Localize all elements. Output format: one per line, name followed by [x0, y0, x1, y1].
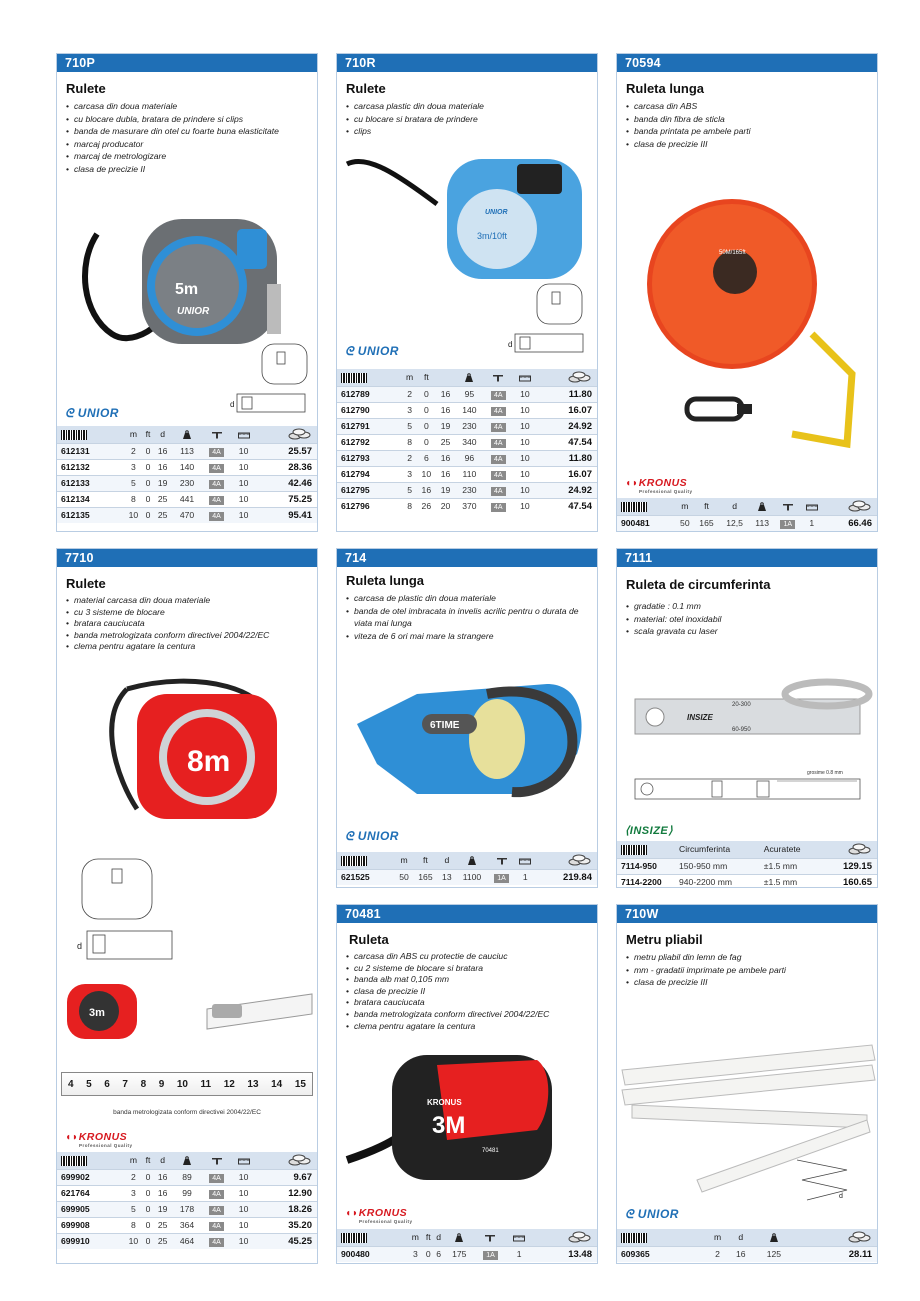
tape-caption: banda metrologizata conform directivei 2004/22/EC [113, 1109, 261, 1116]
product-size-text: 5m [175, 281, 199, 298]
table-header-row [337, 1229, 597, 1246]
feature-item: • mm - gradatii imprimate pe ambele parti [626, 964, 871, 977]
column-header: m [676, 498, 693, 515]
price-coins-icon [567, 1231, 593, 1243]
svg-text:d: d [839, 1193, 843, 1200]
table-row: 699908 8 0 25 364 4A 10 35.20 [57, 1217, 317, 1233]
column-header: Acuratete [764, 841, 823, 858]
column-header: d [719, 498, 749, 515]
card-title: Rulete [66, 576, 106, 591]
card-title: Metru pliabil [626, 932, 703, 947]
product-card-7710 [56, 548, 318, 1264]
table-row: 621525 50 165 13 1100 1A 1 219.84 [337, 869, 597, 885]
feature-item: • viteza de 6 ori mai mare la strangere [346, 630, 591, 643]
barcode-icon [61, 430, 87, 440]
column-header: ft [423, 1229, 433, 1246]
weight-icon [182, 1156, 192, 1166]
feature-list [626, 100, 871, 150]
feature-item: • clasa de precizie II [346, 986, 591, 998]
brand-tagline: Professional Quality [79, 1143, 133, 1148]
insize-logo-icon: ⟨ [625, 825, 630, 837]
tape-number: 4 [68, 1078, 74, 1090]
table-header-row [617, 1229, 877, 1246]
barcode-icon [621, 502, 647, 512]
column-header: ft [143, 1152, 153, 1169]
spec-table [337, 852, 597, 885]
feature-item: • banda metrologizata conform directivei 2004/22/EC [66, 630, 311, 642]
feature-list [626, 951, 871, 989]
svg-text:d: d [230, 400, 235, 409]
table-header-row [57, 1152, 317, 1169]
product-size-text: 3M [432, 1112, 466, 1139]
product-brand-text: UNIOR [485, 209, 508, 216]
brand-tagline: Professional Quality [639, 489, 693, 494]
feature-item: • metru pliabil din lemn de fag [626, 951, 871, 964]
product-name-text: 6TIME [430, 720, 460, 731]
price-coins-icon [847, 500, 873, 512]
feature-item: • carcasa din ABS cu protectie de cauciuc [346, 951, 591, 963]
table-row: 699902 2 0 16 89 4A 10 9.67 [57, 1169, 317, 1185]
column-header: d [433, 1229, 443, 1246]
product-size-text: 50M/165ft [719, 250, 746, 256]
kronus-logo-icon: ◖◗ [345, 1207, 359, 1219]
product-code-text: 70481 [482, 1148, 499, 1154]
feature-list [66, 595, 311, 653]
feature-item: • carcasa din doua materiale [66, 100, 311, 113]
package-icon [806, 503, 818, 511]
package-icon [238, 1157, 250, 1165]
card-title: Ruleta [349, 932, 389, 947]
price-coins-icon [287, 1154, 313, 1166]
weight-icon [464, 373, 474, 383]
price-coins-icon [567, 371, 593, 383]
unior-logo-icon: ᘓ [65, 406, 78, 420]
spec-table [337, 1229, 597, 1262]
product-card-710p [56, 53, 318, 532]
column-header: m [708, 1229, 728, 1246]
card-header: 70594 [617, 54, 877, 72]
feature-item: • cu blocare si bratara de prindere [346, 113, 591, 126]
long-tape-measure-image [337, 664, 598, 824]
tape-number: 13 [247, 1078, 259, 1090]
feature-list [66, 100, 311, 175]
table-row: 609365 2 16 125 28.11 [617, 1246, 877, 1262]
feature-item: • cu 3 sisteme de blocare [66, 607, 311, 619]
table-row: 612134 8 0 25 441 4A 10 75.25 [57, 491, 317, 507]
feature-item: • banda alb mat 0,105 mm [346, 974, 591, 986]
column-header: ft [693, 498, 719, 515]
brand-logo-kronus: ◖◗KRONUS Professional Quality [345, 1207, 413, 1224]
feature-item: • cu blocare dubla, bratara de prindere si clips [66, 113, 311, 126]
tape-number: 6 [104, 1078, 110, 1090]
table-header-row [337, 369, 597, 386]
spec-table [617, 841, 877, 888]
feature-item: • clema pentru agatare la centura [66, 641, 311, 653]
table-row: 612795 5 16 19 230 4A 10 24.92 [337, 482, 597, 498]
spec-table [57, 426, 317, 523]
table-row: 7114-950 150-950 mm ±1.5 mm 129.15 [617, 858, 877, 874]
product-size-small-text: 3m [89, 1007, 105, 1019]
ruler-label: 60-950 [732, 727, 751, 733]
tape-measure-image [57, 204, 318, 414]
product-card-7111 [616, 548, 878, 888]
table-row: 900481 50 165 12,5 113 1A 1 66.46 [617, 515, 877, 531]
precision-class-icon [492, 373, 504, 383]
price-coins-icon [567, 854, 593, 866]
feature-item: • cu 2 sisteme de blocare si bratara [346, 963, 591, 975]
feature-item: • clema pentru agatare la centura [346, 1021, 591, 1033]
brand-logo-insize: ⟨INSIZE⟩ [625, 825, 674, 837]
column-header: ft [413, 852, 439, 869]
tape-number: 14 [271, 1078, 283, 1090]
product-card-710r [336, 53, 598, 532]
table-header-row [57, 426, 317, 443]
circumference-tape-image [617, 669, 878, 819]
product-size-text: 8m [187, 745, 231, 778]
tape-number: 8 [140, 1078, 147, 1090]
product-brand-text: UNIOR [177, 306, 210, 317]
table-row: 612791 5 0 19 230 4A 10 24.92 [337, 418, 597, 434]
package-icon [513, 1234, 525, 1242]
weight-icon [467, 856, 477, 866]
feature-item: • banda de otel imbracata in invelis acrilic pentru o durata de viata mai lunga [346, 605, 591, 630]
feature-item: • bratara cauciucata [66, 618, 311, 630]
tape-number: 7 [122, 1078, 128, 1090]
feature-item: • clasa de precizie II [66, 163, 311, 176]
feature-item: • material carcasa din doua materiale [66, 595, 311, 607]
kronus-logo-icon: ◖◗ [625, 477, 639, 489]
drawing-label: grosime 0.8 mm [807, 770, 843, 776]
card-title: Ruleta lunga [346, 573, 425, 588]
feature-item: • banda de masurare din otel cu foarte buna elasticitate [66, 125, 311, 138]
table-row: 7114-2200 940-2200 mm ±1.5 mm 160.65 [617, 874, 877, 888]
ruler-brand-text: INSIZE [687, 713, 713, 722]
feature-item: • clasa de precizie III [626, 138, 871, 151]
brand-logo-kronus: ◖◗KRONUS Professional Quality [625, 477, 693, 494]
unior-logo-icon: ᘓ [345, 829, 358, 843]
card-header: 70481 [337, 905, 597, 923]
feature-list [346, 592, 591, 642]
barcode-icon [341, 373, 367, 383]
table-row: 900480 3 0 6 175 1A 1 13.48 [337, 1246, 597, 1262]
card-header: 714 [337, 549, 597, 567]
feature-item: • material: otel inoxidabil [626, 613, 871, 626]
card-header: 7111 [617, 549, 877, 567]
package-icon [519, 857, 531, 865]
tape-number: 9 [158, 1078, 165, 1090]
feature-item: • scala gravata cu laser [626, 625, 871, 638]
table-row: 612796 8 26 20 370 4A 10 47.54 [337, 498, 597, 514]
tape-measure-image [337, 144, 598, 354]
table-row: 612793 2 6 16 96 4A 10 11.80 [337, 450, 597, 466]
tape-number: 10 [176, 1078, 188, 1090]
tape-number: 5 [86, 1078, 92, 1090]
package-icon [519, 374, 531, 382]
column-header: m [396, 852, 413, 869]
price-coins-icon [847, 843, 873, 855]
table-header-row [337, 852, 597, 869]
product-card-70481 [336, 904, 598, 1264]
barcode-icon [621, 845, 647, 855]
brand-logo-kronus: ◖◗KRONUS Professional Quality [65, 1131, 133, 1148]
column-header: Circumferinta [679, 841, 764, 858]
table-header-row [617, 841, 877, 858]
feature-item: • banda metrologizata conform directivei 2004/22/EC [346, 1009, 591, 1021]
feature-item: • marcaj producator [66, 138, 311, 151]
precision-class-icon [211, 1156, 223, 1166]
kronus-logo-icon: ◖◗ [65, 1131, 79, 1143]
feature-item: • banda din fibra de sticla [626, 113, 871, 126]
spec-table [617, 498, 877, 531]
card-header: 710P [57, 54, 317, 72]
spec-table [57, 1152, 317, 1249]
card-title: Ruleta lunga [626, 81, 705, 96]
feature-item: • bratara cauciucata [346, 997, 591, 1009]
brand-logo-unior: ᘓ UNIOR [65, 406, 119, 420]
feature-item: • carcasa de plastic din doua materiale [346, 592, 591, 605]
precision-class-icon [782, 502, 794, 512]
card-title: Ruleta de circumferinta [626, 577, 771, 592]
weight-icon [182, 430, 192, 440]
table-row: 612790 3 0 16 140 4A 10 16.07 [337, 402, 597, 418]
table-row: 612789 2 0 16 95 4A 10 11.80 [337, 386, 597, 402]
barcode-icon [61, 1156, 87, 1166]
column-header: m [124, 1152, 144, 1169]
brand-logo-unior: ᘓ UNIOR [345, 829, 399, 843]
feature-item: • gradatie : 0.1 mm [626, 600, 871, 613]
product-brand-text: KRONUS [427, 1098, 462, 1107]
table-row: 612132 3 0 16 140 4A 10 28.36 [57, 459, 317, 475]
price-coins-icon [287, 428, 313, 440]
column-header: ft [143, 426, 153, 443]
svg-text:d: d [77, 941, 83, 951]
ruler-label: 20-300 [732, 702, 751, 708]
tape-strip [61, 1072, 313, 1096]
tape-number: 15 [294, 1078, 306, 1090]
tape-number: 11 [200, 1078, 212, 1090]
table-row: 612131 2 0 16 113 4A 10 25.57 [57, 443, 317, 459]
card-title: Rulete [66, 81, 106, 96]
brand-tagline: Professional Quality [359, 1219, 413, 1224]
weight-icon [454, 1233, 464, 1243]
card-title: Rulete [346, 81, 386, 96]
table-row: 621764 3 0 16 99 4A 10 12.90 [57, 1185, 317, 1201]
precision-class-icon [496, 856, 508, 866]
brand-logo-unior: ᘓ UNIOR [625, 1207, 679, 1221]
feature-item: • marcaj de metrologizare [66, 150, 311, 163]
tape-number: 12 [223, 1078, 235, 1090]
unior-logo-icon: ᘓ [345, 344, 358, 358]
table-row: 612135 10 0 25 470 4A 10 95.41 [57, 507, 317, 523]
unior-logo-icon: ᘓ [625, 1207, 638, 1221]
card-header: 710R [337, 54, 597, 72]
product-size-text: 3m/10ft [477, 231, 508, 241]
column-header: d [153, 426, 173, 443]
table-row: 699905 5 0 19 178 4A 10 18.26 [57, 1201, 317, 1217]
product-card-70594 [616, 53, 878, 532]
feature-item: • clasa de precizie III [626, 976, 871, 989]
price-coins-icon [847, 1231, 873, 1243]
weight-icon [757, 502, 767, 512]
spec-table [337, 369, 597, 514]
column-header: d [438, 852, 455, 869]
svg-text:d: d [508, 340, 513, 349]
barcode-icon [341, 1233, 367, 1243]
feature-list [346, 100, 591, 138]
brand-logo-unior: ᘓ UNIOR [345, 344, 399, 358]
spec-table [617, 1229, 877, 1262]
feature-item: • carcasa din ABS [626, 100, 871, 113]
column-header: m [402, 369, 416, 386]
tape-measure-image [337, 1040, 598, 1200]
table-row: 612792 8 0 25 340 4A 10 47.54 [337, 434, 597, 450]
product-card-714 [336, 548, 598, 888]
column-header: d [153, 1152, 173, 1169]
product-card-710w [616, 904, 878, 1264]
barcode-icon [341, 856, 367, 866]
feature-list [346, 951, 591, 1032]
table-header-row [617, 498, 877, 515]
package-icon [238, 431, 250, 439]
card-header: 710W [617, 905, 877, 923]
precision-class-icon [211, 430, 223, 440]
feature-item: • banda printata pe ambele parti [626, 125, 871, 138]
table-row: 612133 5 0 19 230 4A 10 42.46 [57, 475, 317, 491]
table-row: 612794 3 10 16 110 4A 10 16.07 [337, 466, 597, 482]
feature-item: • clips [346, 125, 591, 138]
barcode-icon [621, 1233, 647, 1243]
column-header: m [124, 426, 144, 443]
column-header: m [408, 1229, 423, 1246]
column-header: ft [417, 369, 436, 386]
long-tape-measure-image [617, 184, 878, 464]
column-header: d [728, 1229, 755, 1246]
feature-item: • carcasa plastic din doua materiale [346, 100, 591, 113]
precision-class-icon [484, 1233, 496, 1243]
tape-measure-image [57, 669, 318, 1089]
table-row: 699910 10 0 25 464 4A 10 45.25 [57, 1233, 317, 1249]
feature-list [626, 600, 871, 638]
folding-ruler-image [617, 1020, 878, 1210]
card-header: 7710 [57, 549, 317, 567]
weight-icon [769, 1233, 779, 1243]
